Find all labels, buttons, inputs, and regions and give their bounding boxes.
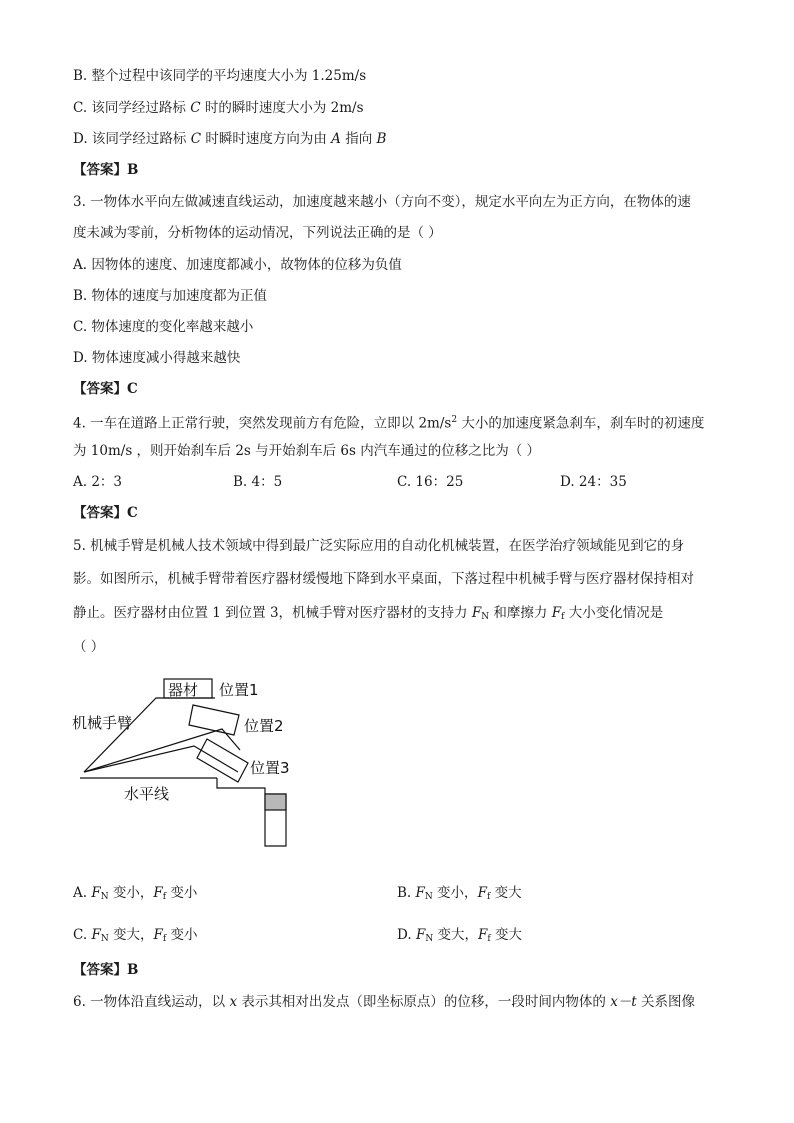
q5-option-b-f: f [486,892,491,902]
q5-option-c-F: F [91,927,101,943]
q4-option-c: C. 16：25 [397,474,464,490]
q2-option-c-text: C. 该同学经过路标 [73,100,191,116]
q5-var-F: F [471,605,482,621]
q3-answer: 【答案】C [73,381,138,397]
q6-stem-line1 [73,992,695,1012]
q2-option-d-var-b: B [376,131,387,147]
q5-option-d-F: F [415,927,426,943]
q5-option-d-text2: 变大 [490,927,522,943]
q5-option-c-label: C. [73,927,92,943]
q2-option-d-text: D. 该同学经过路标 [73,131,191,147]
q2-option-d [73,129,386,149]
q5-option-b-F: F [415,885,425,901]
q5-stem-line2: 影。如图所示，机械手臂带着医疗器材缓慢地下降到水平桌面，下落过程中机械手臂与医疗器材保持相对 [73,571,694,587]
q6-stem-text: 6. 一物体沿直线运动，以 [73,994,230,1010]
q5-option-c-f: f [162,934,167,944]
q5-stem-line3 [73,603,663,627]
q6-var-x: x [229,994,238,1010]
q4-option-b: B. 4：5 [233,474,283,490]
q5-answer: 【答案】B [73,962,139,978]
q3-option-b: B. 物体的速度与加速度都为正值 [73,288,268,304]
q5-option-c [73,925,198,949]
q5-option-b-text2: 变大 [490,885,522,901]
robot-arm-figure [60,668,320,858]
q5-stem-line1: 5. 机械手臂是机械人技术领域中得到最广泛实际应用的自动化机械装置，在医学治疗领域能见到它的身 [73,538,685,554]
q5-option-a-text: 变小， [108,885,154,901]
q5-option-c-text2: 变小 [166,927,198,943]
q5-option-a [73,883,197,907]
q2-option-d-var: C [190,131,202,147]
q5-option-a-F2: F [153,885,163,901]
q2-option-d-text3: 指向 [340,131,377,147]
q3-option-d: D. 物体速度减小得越来越快 [73,350,241,366]
label-equipment: 器材 [168,681,199,699]
q5-option-b-label: B. [397,885,416,901]
q4-stem-line1 [73,410,704,434]
q2-option-d-var-a: A [331,131,341,147]
arm-upper-edge [84,698,240,772]
label-position2: 位置2 [244,717,284,735]
q5-option-d-label: D. [397,927,416,943]
q4-option-d: D. 24：35 [560,474,627,490]
q2-option-b: B. 整个过程中该同学的平均速度大小为 1.25m/s [73,68,367,84]
q5-option-d-F2: F [477,927,488,943]
q5-var-F2: F [551,605,562,621]
q5-option-d [397,925,522,949]
q5-stem-text2: 和摩擦力 [489,605,552,621]
q5-stem-text3: 大小变化情况是 [564,605,664,621]
q3-option-a: A. 因物体的速度、加速度都减小，故物体的位移为负值 [73,257,402,273]
q5-option-d-text: 变大， [433,927,478,943]
equipment-box-position3 [197,739,248,782]
q5-option-a-f: f [162,892,167,902]
q4-stem-sup: 2 [451,415,458,425]
q4-option-a: A. 2：3 [73,474,123,490]
q5-sub-f: f [561,612,565,622]
q5-option-a-N: N [100,892,109,902]
label-arm: 机械手臂 [72,714,133,732]
q5-option-a-label: A. [73,885,92,901]
q5-option-b-N: N [424,892,433,902]
q5-sub-N: N [481,612,490,622]
q2-option-c-var: C [190,100,201,116]
q5-option-b-F2: F [477,885,487,901]
q5-option-c-F2: F [153,927,163,943]
label-position3: 位置3 [250,759,290,777]
q3-stem-line1: 3. 一物体水平向左做减速直线运动，加速度越来越小（方向不变），规定水平向左为正方向，在物体的速 [73,194,691,210]
q5-stem-line4: （ ） [73,639,105,655]
gray-block [265,794,286,810]
label-horizontal: 水平线 [124,785,170,803]
q6-stem-text3: 关系图像 [636,994,696,1010]
q5-option-b-text: 变小， [432,885,478,901]
q4-stem-line2: 为 10m/s ，则开始刹车后 2s 与开始刹车后 6s 内汽车通过的位移之比为（ ） [73,443,541,459]
q2-option-c [73,98,364,118]
q4-answer: 【答案】C [73,505,138,521]
q4-stem-text: 4. 一车在道路上正常行驶，突然发现前方有危险，立即以 2m/s [73,415,452,432]
q5-option-b [397,883,522,907]
q6-var-xt: x－t [610,994,637,1010]
q5-option-d-f: f [487,934,491,944]
label-position1: 位置1 [219,681,259,699]
q5-stem-text: 静止。医疗器材由位置 1 到位置 3，机械手臂对医疗器材的支持力 [73,605,472,621]
q2-option-c-text2: 时的瞬时速度大小为 2m/s [200,100,364,116]
q5-option-a-F: F [91,885,101,901]
q5-option-c-N: N [100,934,109,944]
q3-option-c: C. 物体速度的变化率越来越小 [73,319,254,335]
q4-stem-text2: 大小的加速度紧急刹车，刹车时的初速度 [457,415,705,432]
q3-stem-line2: 度未减为零前，分析物体的运动情况，下列说法正确的是（ ） [73,225,442,241]
table-step [217,778,286,846]
q5-option-c-text: 变大， [108,927,154,943]
q2-option-d-text2: 时瞬时速度方向为由 [201,131,332,147]
q5-option-a-text2: 变小 [166,885,198,901]
q6-stem-text2: 表示其相对出发点（即坐标原点）的位移，一段时间内物体的 [237,994,611,1010]
q2-answer: 【答案】B [73,162,139,178]
equipment-box-position2 [189,705,239,735]
q5-option-d-N: N [425,934,434,944]
